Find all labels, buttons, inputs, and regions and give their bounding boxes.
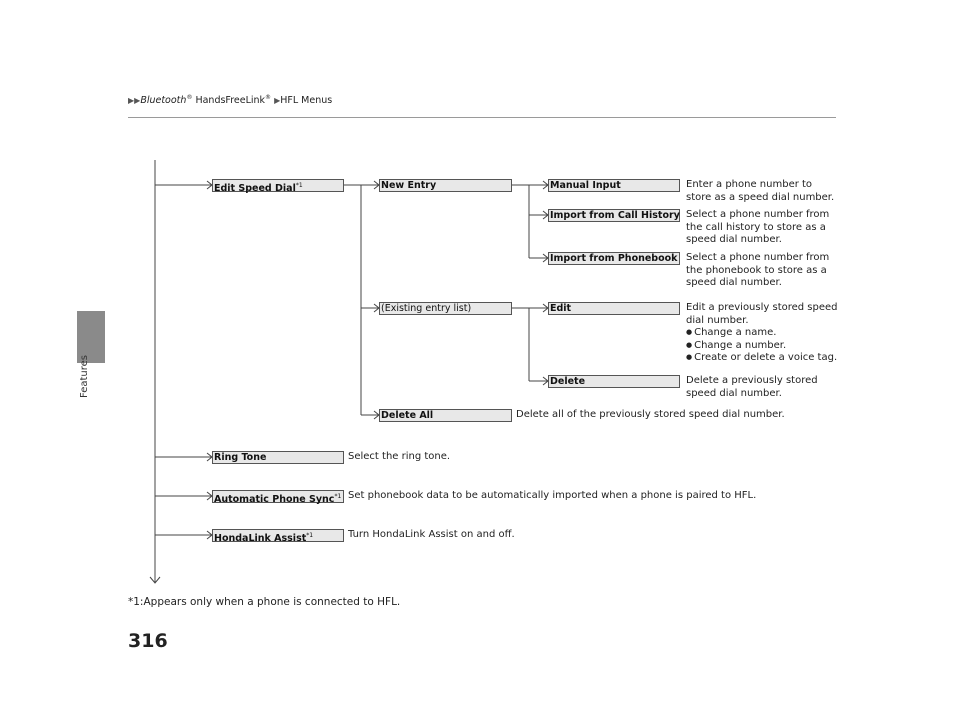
hondalink-assist-desc: Turn HondaLink Assist on and off. bbox=[348, 529, 515, 540]
edit-desc: Edit a previously stored speed dial number. ● Change a name. ● Change a number. ● Create or delete a voice tag. bbox=[686, 302, 838, 365]
menu-import-from-phonebook: Import from Phonebook bbox=[548, 252, 680, 265]
import-call-history-desc: Select a phone number from the call history to store as a speed dial number. bbox=[686, 209, 830, 245]
menu-hondalink-assist: HondaLink Assist$^{*1}$ bbox=[212, 529, 344, 542]
edit-bullet-item: ● Change a name. bbox=[686, 327, 838, 340]
section-label: Features bbox=[79, 355, 90, 398]
edit-bullet-item: ● Create or delete a voice tag. bbox=[686, 352, 838, 365]
menu-manual-input: Manual Input bbox=[548, 179, 680, 192]
automatic-phone-sync-desc: Set phonebook data to be automatically imported when a phone is paired to HFL. bbox=[348, 490, 757, 501]
breadcrumb-arrow-icon: ▶ bbox=[274, 96, 281, 106]
menu-edit-speed-dial: Edit Speed Dial$^{*1}$ bbox=[212, 179, 344, 192]
breadcrumb: ▶▶Bluetooth® HandsFreeLink® ▶HFL Menus bbox=[128, 94, 333, 107]
import-phonebook-desc: Select a phone number from the phonebook to store as a speed dial number. bbox=[686, 252, 830, 288]
menu-existing-entry-list: (Existing entry list) bbox=[379, 302, 512, 315]
menu-delete: Delete bbox=[548, 375, 680, 388]
breadcrumb-arrow-icon: ▶▶ bbox=[128, 96, 141, 106]
menu-edit: Edit bbox=[548, 302, 680, 315]
page-number: 316 bbox=[128, 630, 168, 652]
menu-import-from-call-history: Import from Call History bbox=[550, 210, 680, 221]
menu-automatic-phone-sync: Automatic Phone Sync$^{*1}$ bbox=[212, 490, 344, 503]
menu-new-entry: New Entry bbox=[379, 179, 512, 192]
manual-input-desc: Enter a phone number to store as a speed dial number. bbox=[686, 179, 835, 203]
menu-delete-all: Delete All bbox=[379, 409, 512, 422]
breadcrumb-hfl-menus: HFL Menus bbox=[280, 95, 333, 107]
ring-tone-desc: Select the ring tone. bbox=[348, 451, 451, 462]
edit-bullet-item: ● Change a number. bbox=[686, 340, 838, 353]
breadcrumb-handsfreelink: HandsFreeLink bbox=[192, 95, 266, 107]
footnote: *1:Appears only when a phone is connected to HFL. bbox=[128, 596, 401, 608]
menu-ring-tone: Ring Tone bbox=[212, 451, 344, 464]
breadcrumb-bluetooth: Bluetooth bbox=[140, 95, 187, 107]
delete-desc: Delete a previously stored speed dial number. bbox=[686, 375, 818, 399]
delete-all-desc: Delete all of the previously stored speed dial number. bbox=[516, 409, 785, 420]
